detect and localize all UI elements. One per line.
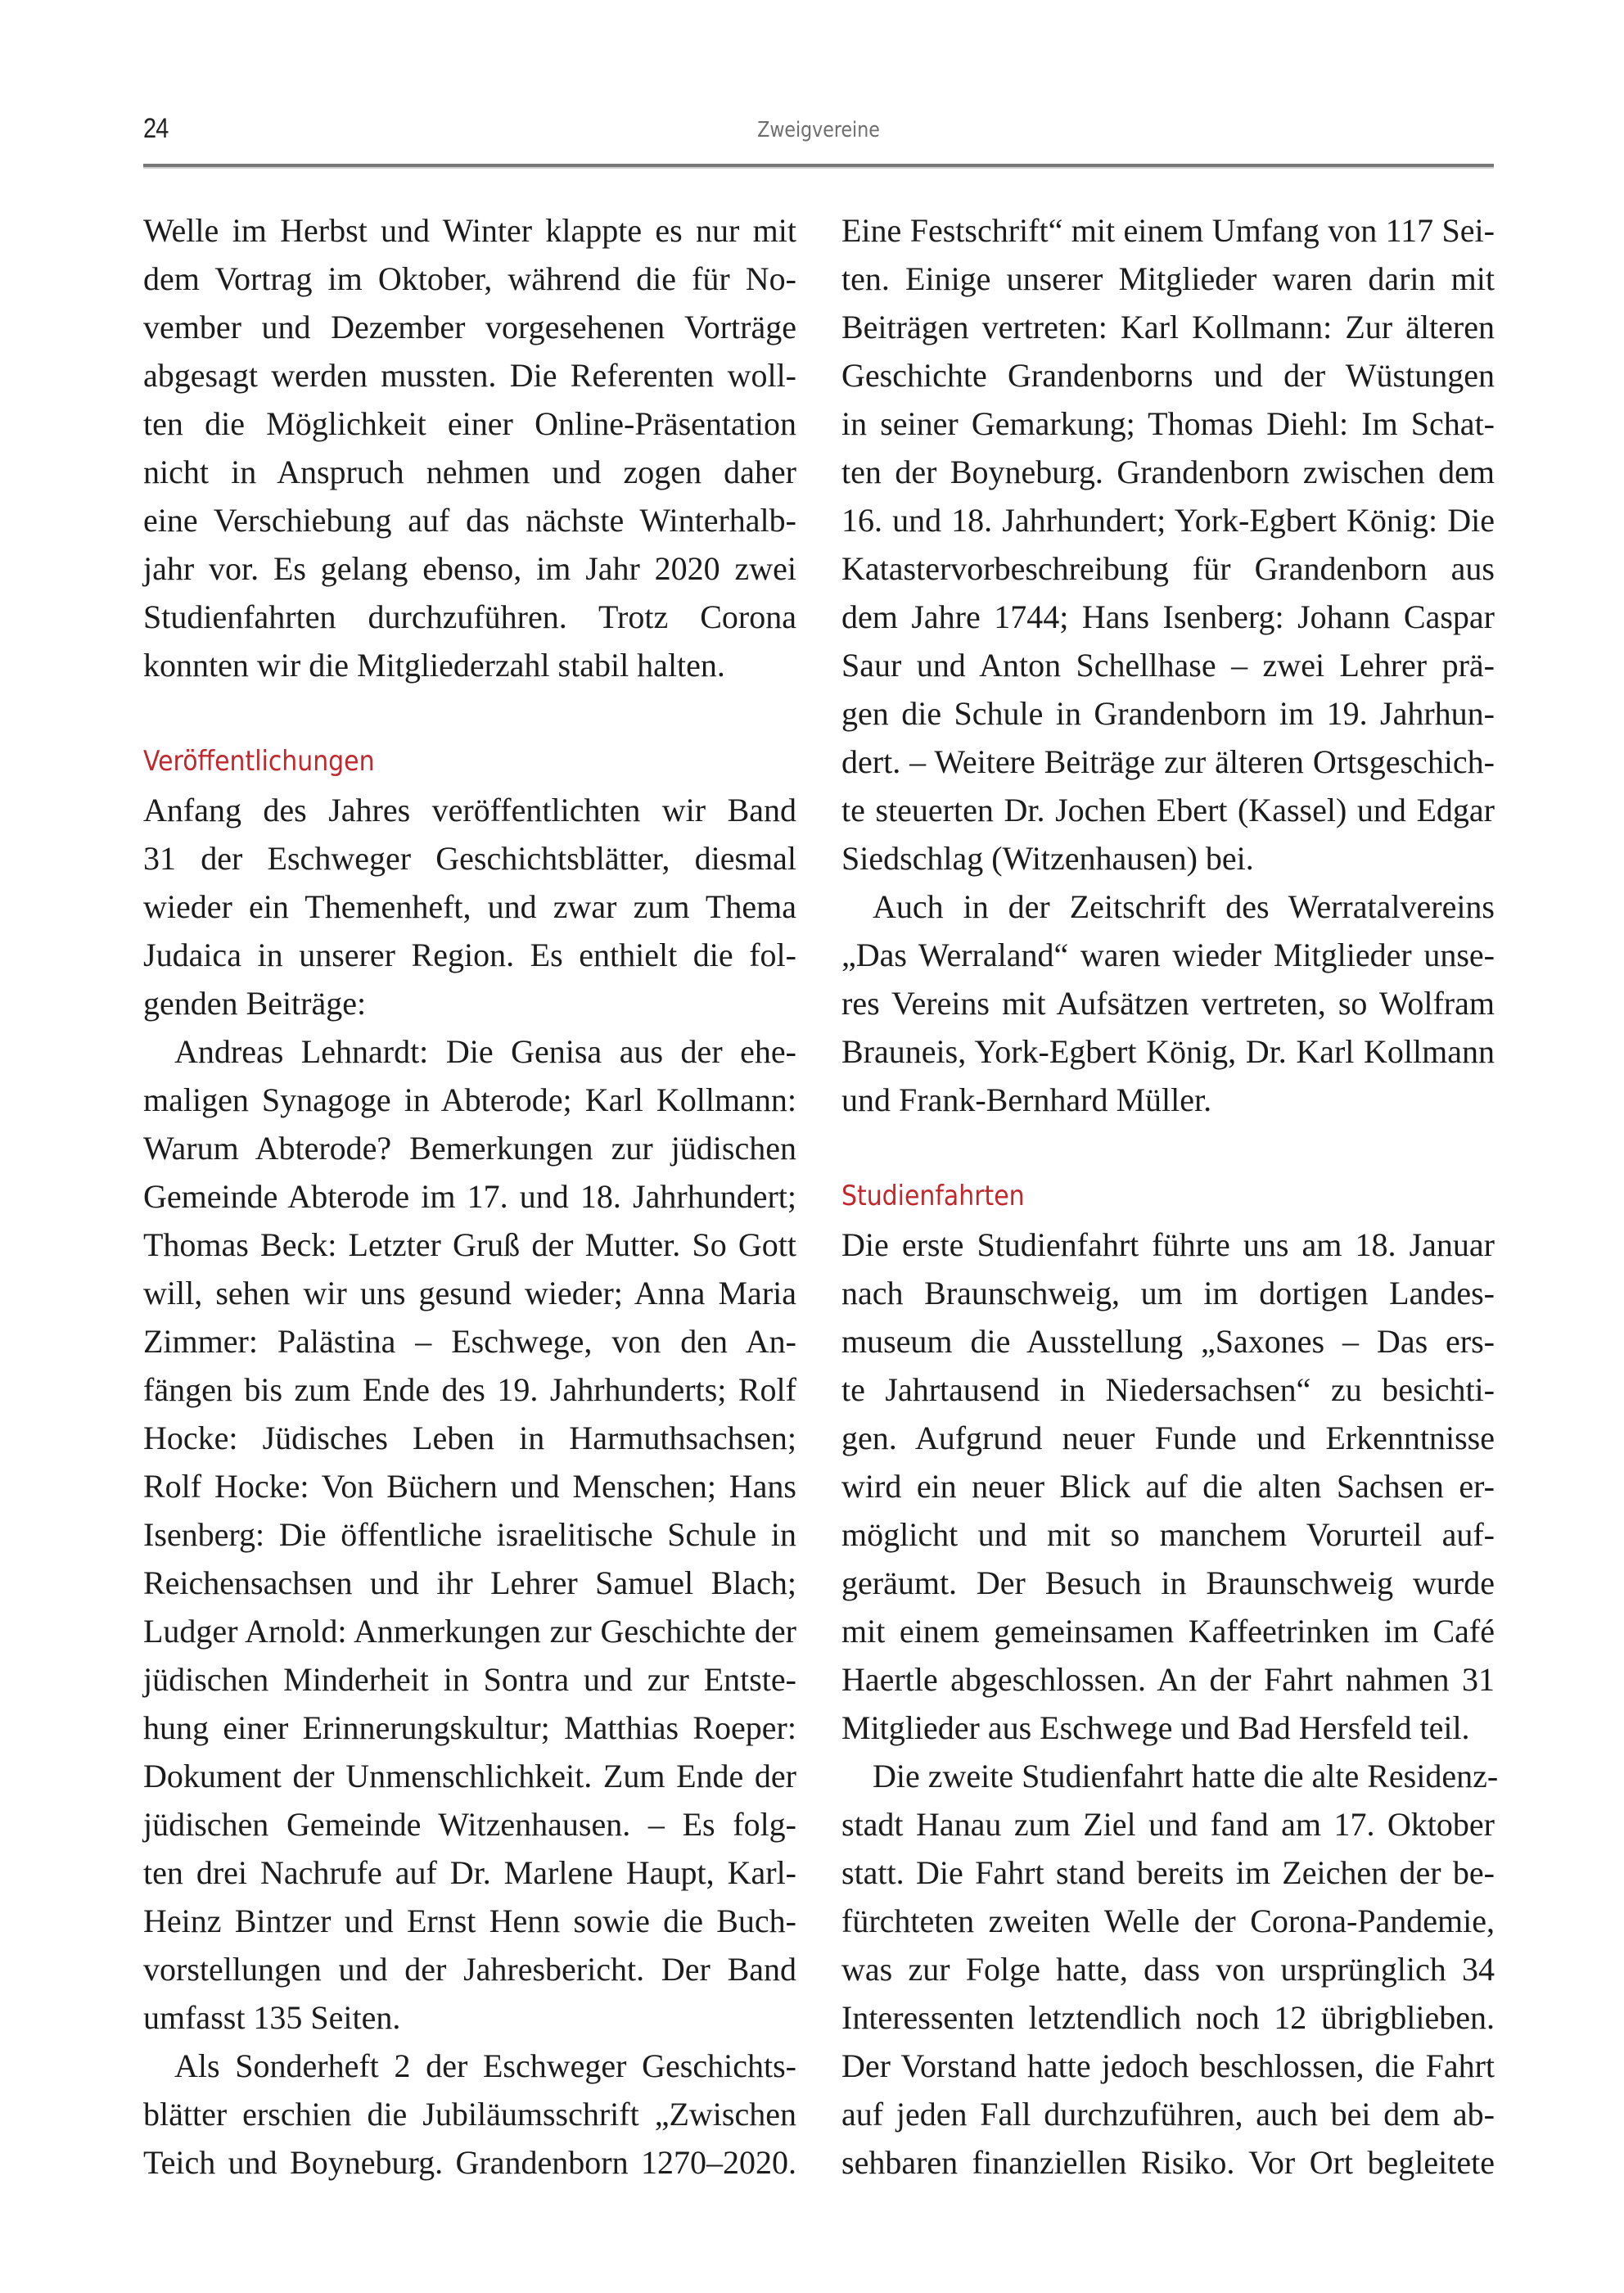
text-line: statt. Die Fahrt stand bereits im Zeichen der be-	[841, 1854, 1495, 1891]
paragraph	[841, 1752, 1499, 2187]
page-header	[143, 113, 1494, 154]
text-line: 16. und 18. Jahrhundert; York-Egbert König: Die	[841, 502, 1495, 539]
page-number: 24	[143, 113, 169, 144]
text-line: Warum Abterode? Bemerkungen zur jüdischen	[143, 1130, 796, 1167]
text-line: genden Beiträge:	[143, 985, 367, 1022]
text-line: wird ein neuer Blick auf die alten Sachsen er-	[841, 1468, 1495, 1505]
text-line: maligen Synagoge in Abterode; Karl Kollmann:	[143, 1081, 796, 1118]
paragraph	[841, 1221, 1495, 1752]
text-line: te Jahrtausend in Niedersachsen“ zu besichti-	[841, 1371, 1495, 1408]
text-line: was zur Folge hatte, dass von ursprünglich 34	[841, 1951, 1495, 1988]
text-line: Als Sonderheft 2 der Eschweger Geschichts-	[174, 2047, 796, 2084]
text-line: Heinz Bintzer und Ernst Henn sowie die Buch-	[143, 1903, 796, 1939]
text-line: Zimmer: Palästina – Eschwege, von den An-	[143, 1323, 796, 1360]
text-line: konnten wir die Mitgliederzahl stabil halten.	[143, 647, 725, 684]
text-line: Siedschlag (Witzenhausen) bei.	[841, 840, 1254, 877]
header-rule	[143, 164, 1494, 169]
text-line: Brauneis, York-Egbert König, Dr. Karl Kollmann	[841, 1033, 1495, 1070]
text-line: möglicht und mit so manchem Vorurteil auf-	[841, 1516, 1495, 1553]
text-line: Die zweite Studienfahrt hatte die alte Residenz-	[873, 1758, 1499, 1794]
text-line: Anfang des Jahres veröffentlichten wir Band	[143, 792, 796, 828]
text-line: hung einer Erinnerungskultur; Matthias Roeper:	[143, 1709, 796, 1746]
section-heading-veroeffentlichungen: Veröffentlichungen	[143, 745, 375, 778]
text-line: sehbaren finanziellen Risiko. Vor Ort begleitete	[841, 2144, 1495, 2181]
text-line: Judaica in unserer Region. Es enthielt die fol-	[143, 937, 796, 973]
text-line: Reichensachsen und ihr Lehrer Samuel Blach;	[143, 1564, 796, 1601]
text-line: Isenberg: Die öffentliche israelitische Schule in	[143, 1516, 796, 1553]
text-line: te steuerten Dr. Jochen Ebert (Kassel) und Edgar	[841, 792, 1495, 828]
text-line: vember und Dezember vorgesehenen Vorträge	[143, 309, 796, 345]
text-line: Haertle abgeschlossen. An der Fahrt nahmen 31	[841, 1661, 1495, 1698]
text-line: res Vereins mit Aufsätzen vertreten, so Wolfram	[841, 985, 1495, 1022]
section-gap	[143, 689, 796, 738]
text-line: Ludger Arnold: Anmerkungen zur Geschichte der	[143, 1613, 796, 1650]
text-line: Interessenten letztendlich noch 12 übrigblieben.	[841, 1999, 1495, 2036]
text-line: umfasst 135 Seiten.	[143, 1999, 401, 2036]
text-line: wieder ein Themenheft, und zwar zum Thema	[143, 888, 796, 925]
text-line: Beiträgen vertreten: Karl Kollmann: Zur älteren	[841, 309, 1495, 345]
text-line: geräumt. Der Besuch in Braunschweig wurde	[841, 1564, 1495, 1601]
text-line: Hocke: Jüdisches Leben in Harmuthsachsen;	[143, 1420, 796, 1456]
text-line: gen. Aufgrund neuer Funde und Erkenntnisse	[841, 1420, 1495, 1456]
text-line: mit einem gemeinsamen Kaffeetrinken im Café	[841, 1613, 1495, 1650]
paragraph	[841, 206, 1495, 882]
text-line: gen die Schule in Grandenborn im 19. Jahrhun-	[841, 695, 1495, 732]
text-line: stadt Hanau zum Ziel und fand am 17. Oktober	[841, 1806, 1495, 1843]
text-line: und Frank-Bernhard Müller.	[841, 1081, 1212, 1118]
text-line: Katastervorbeschreibung für Grandenborn aus	[841, 550, 1495, 587]
text-line: Saur und Anton Schellhase – zwei Lehrer prä-	[841, 647, 1495, 684]
section-heading-studienfahrten: Studienfahrten	[841, 1180, 1025, 1212]
text-line: jüdischen Minderheit in Sontra und zur Entste-	[143, 1661, 796, 1698]
text-line: Gemeinde Abterode im 17. und 18. Jahrhundert;	[143, 1178, 796, 1215]
text-line: ten. Einige unserer Mitglieder waren darin mit	[841, 260, 1495, 297]
text-line: Der Vorstand hatte jedoch beschlossen, die Fahrt	[841, 2047, 1495, 2084]
text-line: eine Verschiebung auf das nächste Winterhalb-	[143, 502, 796, 539]
text-line: Geschichte Grandenborns und der Wüstungen	[841, 357, 1495, 394]
text-line: auf jeden Fall durchzuführen, auch bei dem ab-	[841, 2096, 1495, 2133]
text-line: Studienfahrten durchzuführen. Trotz Corona	[143, 598, 796, 635]
text-line: fürchteten zweiten Welle der Corona-Pandemie,	[841, 1903, 1495, 1939]
text-line: fängen bis zum Ende des 19. Jahrhunderts; Rolf	[143, 1371, 796, 1408]
text-line: Die erste Studienfahrt führte uns am 18. Januar	[841, 1226, 1495, 1263]
text-line: ten die Möglichkeit einer Online-Präsentation	[143, 405, 796, 442]
right-column	[841, 206, 1499, 2187]
text-line: „Das Werraland“ waren wieder Mitglieder unse-	[841, 937, 1495, 973]
text-line: Teich und Boyneburg. Grandenborn 1270–2020.	[143, 2144, 796, 2181]
text-line: dem Vortrag im Oktober, während die für No-	[143, 260, 796, 297]
text-line: ten der Boyneburg. Grandenborn zwischen dem	[841, 454, 1495, 490]
text-line: museum die Ausstellung „Saxones – Das ers-	[841, 1323, 1495, 1360]
text-line: nicht in Anspruch nehmen und zogen daher	[143, 454, 796, 490]
intro-paragraph	[143, 206, 796, 689]
text-line: jüdischen Gemeinde Witzenhausen. – Es folg-	[143, 1806, 796, 1843]
text-line: Dokument der Unmenschlichkeit. Zum Ende der	[143, 1758, 796, 1794]
text-line: 31 der Eschweger Geschichtsblätter, diesmal	[143, 840, 796, 877]
text-line: blätter erschien die Jubiläumsschrift „Zwischen	[143, 2096, 796, 2133]
paragraph	[143, 1027, 796, 2042]
section-gap	[841, 1124, 1495, 1172]
text-line: will, sehen wir uns gesund wieder; Anna Maria	[143, 1275, 796, 1311]
text-line: Mitglieder aus Eschwege und Bad Hersfeld teil.	[841, 1709, 1470, 1746]
text-line: jahr vor. Es gelang ebenso, im Jahr 2020 zwei	[143, 550, 796, 587]
text-line: Eine Festschrift“ mit einem Umfang von 117 Sei-	[841, 212, 1495, 249]
text-line: nach Braunschweig, um im dortigen Landes-	[841, 1275, 1495, 1311]
text-line: vorstellungen und der Jahresbericht. Der Band	[143, 1951, 796, 1988]
text-line: dem Jahre 1744; Hans Isenberg: Johann Caspar	[841, 598, 1495, 635]
text-line: Thomas Beck: Letzter Gruß der Mutter. So Gott	[143, 1226, 796, 1263]
text-line: abgesagt werden mussten. Die Referenten woll-	[143, 357, 796, 394]
paragraph	[841, 882, 1495, 1124]
text-line: Andreas Lehnardt: Die Genisa aus der ehe-	[174, 1033, 796, 1070]
text-line: dert. – Weitere Beiträge zur älteren Ortsgeschich-	[841, 743, 1495, 780]
text-line: Auch in der Zeitschrift des Werratalvereins	[873, 888, 1495, 925]
paragraph	[143, 786, 796, 1027]
paragraph	[143, 2042, 796, 2187]
text-line: in seiner Gemarkung; Thomas Diehl: Im Schat-	[841, 405, 1495, 442]
running-head: Zweigvereine	[757, 118, 880, 142]
left-column	[143, 206, 796, 2187]
text-line: Rolf Hocke: Von Büchern und Menschen; Hans	[143, 1468, 796, 1505]
text-line: Welle im Herbst und Winter klappte es nur mit	[143, 212, 796, 249]
text-line: ten drei Nachrufe auf Dr. Marlene Haupt, Karl-	[143, 1854, 796, 1891]
